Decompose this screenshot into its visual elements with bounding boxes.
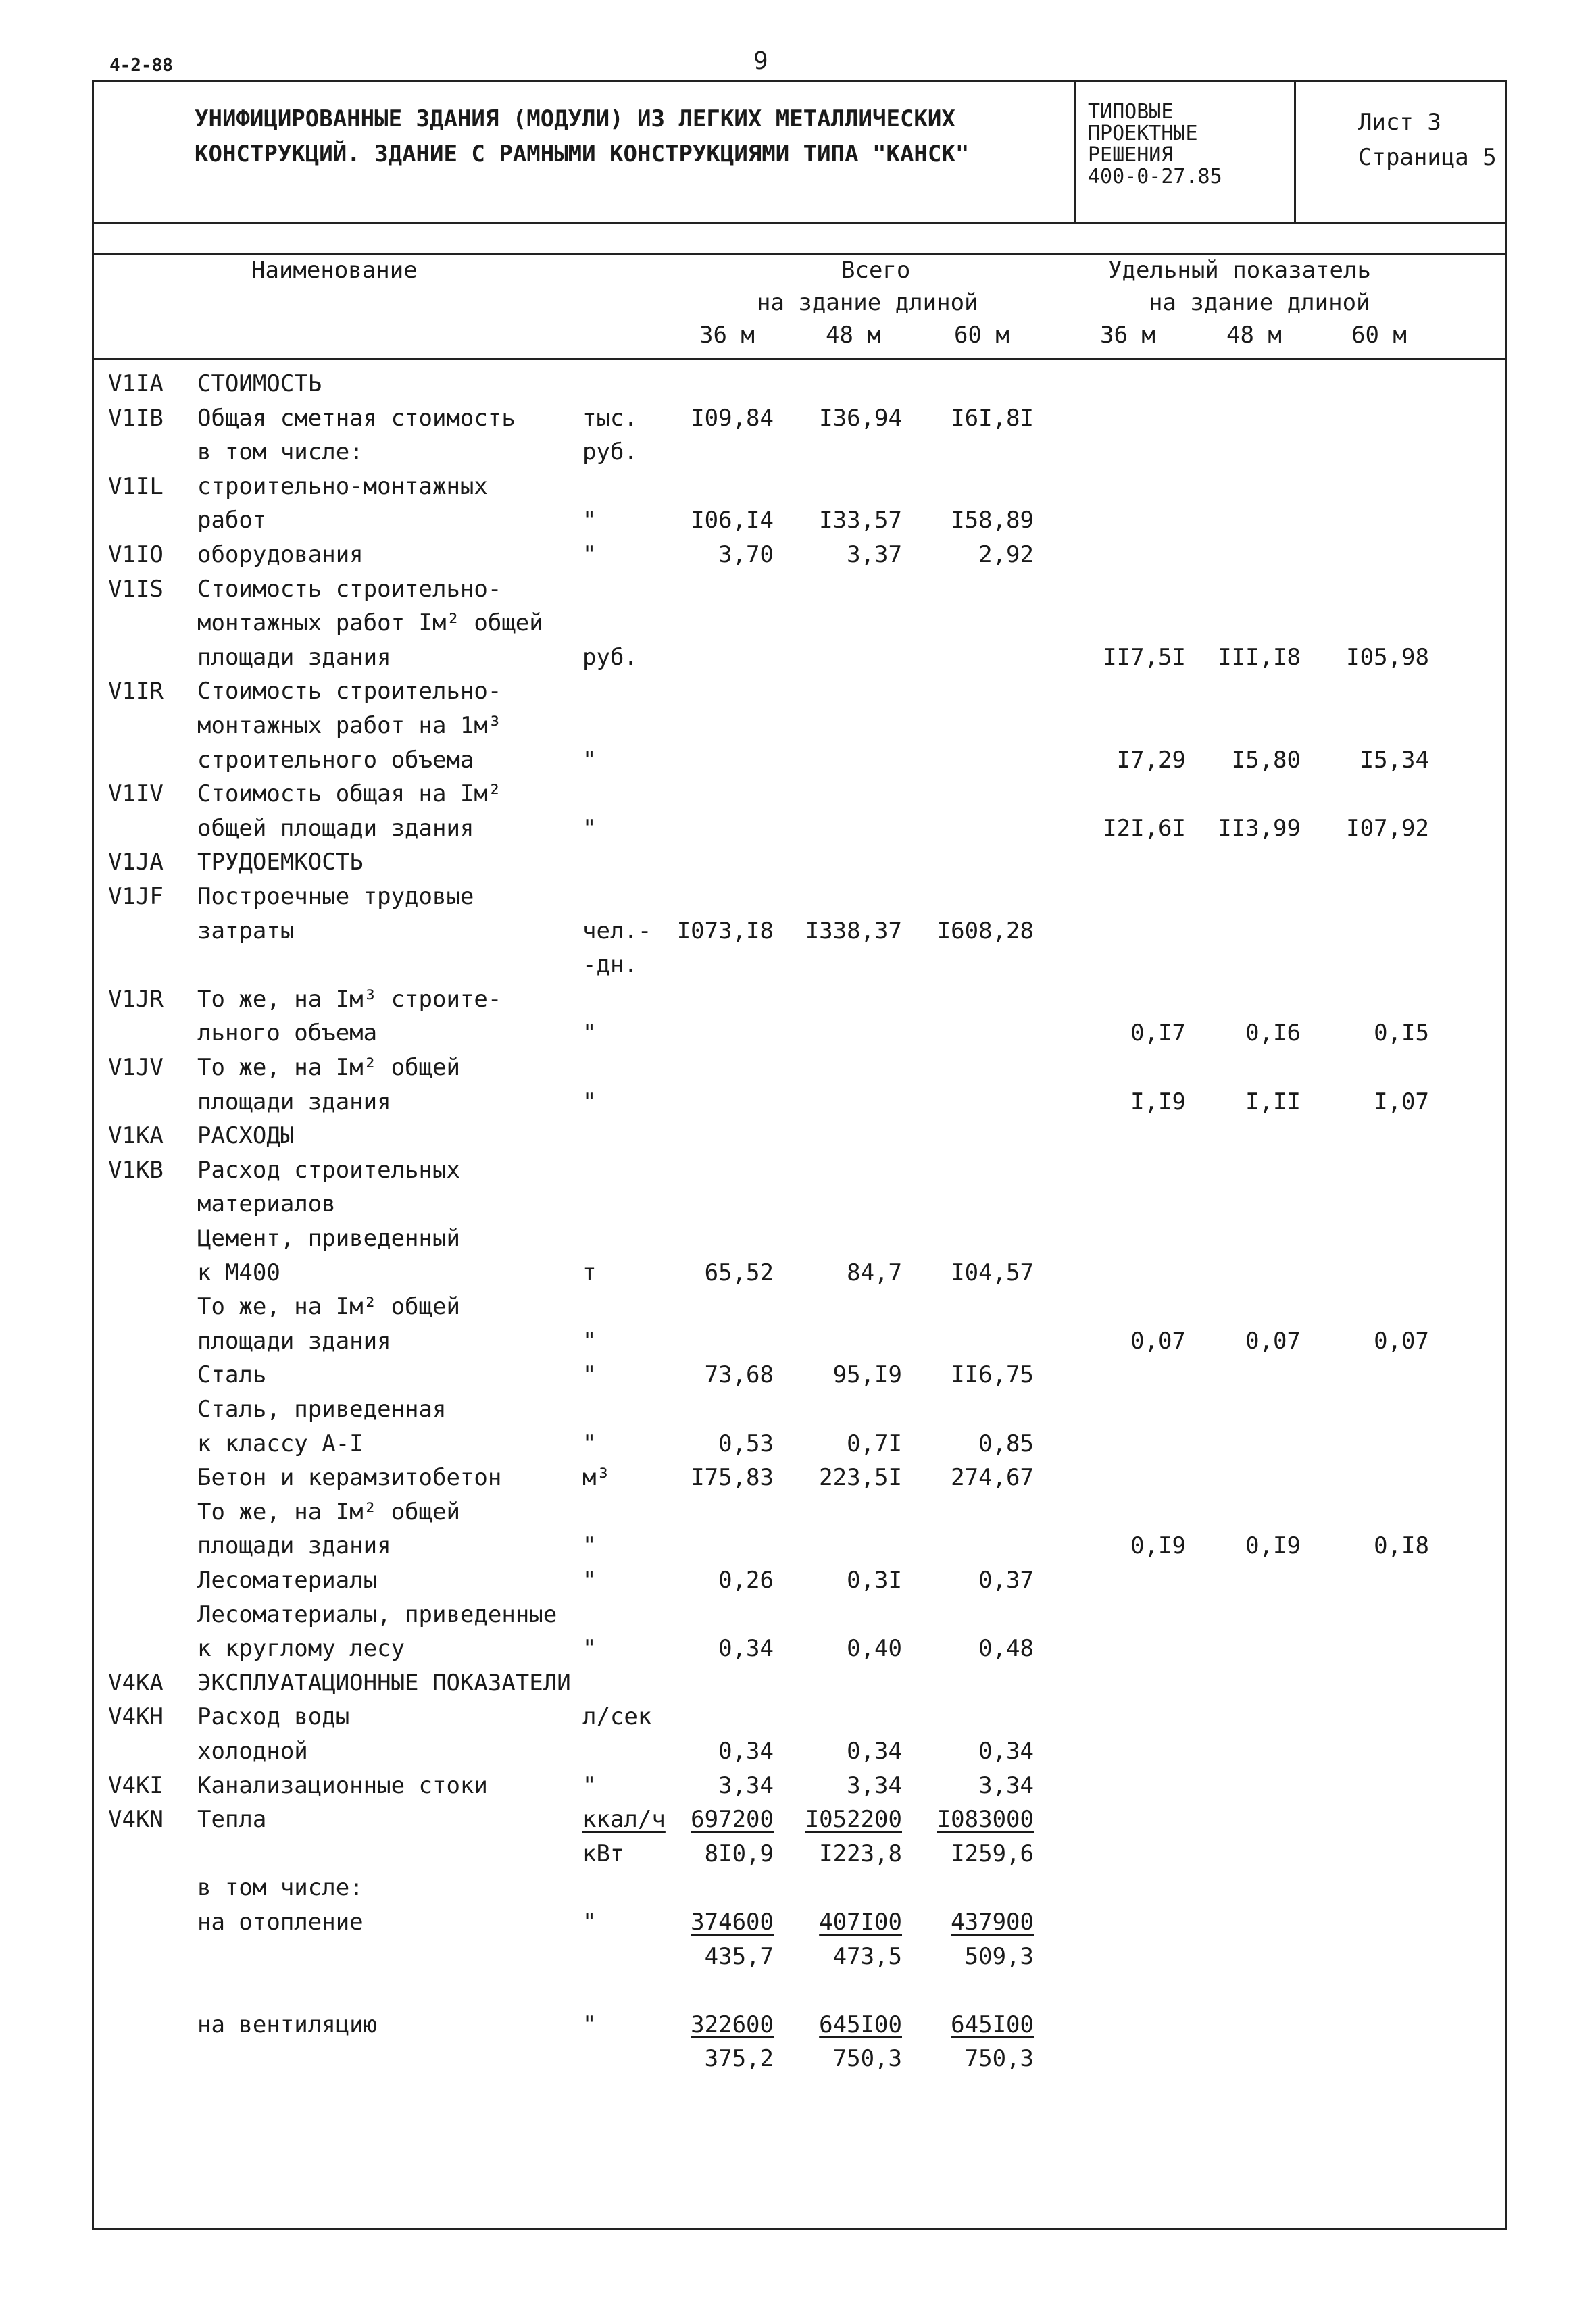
row-code: V1IV (108, 780, 164, 807)
row-label: То же, на Iм² общей (197, 1293, 460, 1320)
value-t36: 0,34 (718, 1635, 774, 1662)
row-code: V4KH (108, 1703, 164, 1730)
row-code: V1KA (108, 1122, 164, 1149)
value-t48: 473,5 (832, 1943, 902, 1970)
value-s36: I2I,6I (1103, 815, 1186, 842)
value-s48: 0,I9 (1245, 1532, 1301, 1559)
row-unit: " (582, 815, 597, 842)
row-code: V4KN (108, 1806, 164, 1833)
table-top-rule (92, 253, 1507, 255)
value-t48: 407I00 (819, 1909, 902, 1936)
value-t36: 374600 (691, 1909, 774, 1936)
value-t48: 95,I9 (832, 1361, 902, 1388)
header-specific-sub: на здание длиной (1149, 289, 1370, 316)
row-label: Расход строительных (197, 1157, 460, 1184)
row-unit: " (582, 1020, 597, 1047)
value-t36: I073,I8 (676, 917, 774, 945)
value-t60: 750,3 (964, 2045, 1034, 2072)
header-total-48: 48 м (826, 322, 881, 349)
row-unit: " (582, 1430, 597, 1457)
value-t60: I608,28 (937, 917, 1034, 945)
row-label: Стоимость строительно- (197, 576, 502, 603)
row-unit: ккал/ч (582, 1806, 666, 1833)
value-t60: I58,89 (951, 507, 1034, 534)
value-t36: 0,53 (718, 1430, 774, 1457)
row-label: Стоимость общая на Iм² (197, 780, 502, 807)
row-unit: " (582, 747, 597, 774)
row-label: к круглому лесу (197, 1635, 405, 1662)
value-s48: 0,I6 (1245, 1020, 1301, 1047)
value-s36: 0,07 (1130, 1328, 1186, 1355)
value-t36: 73,68 (704, 1361, 774, 1388)
value-s60: 0,I5 (1374, 1020, 1429, 1047)
row-label: монтажных работ на 1м³ (197, 712, 502, 739)
value-t60: 0,85 (978, 1430, 1034, 1457)
value-s60: 0,I8 (1374, 1532, 1429, 1559)
row-unit: " (582, 1772, 597, 1799)
value-t36: I09,84 (691, 405, 774, 432)
row-label: Лесоматериалы (197, 1567, 378, 1594)
row-label: оборудования (197, 541, 364, 568)
header-specific: Удельный показатель (1108, 257, 1371, 284)
row-label: на вентиляцию (197, 2011, 378, 2038)
value-s60: 0,07 (1374, 1328, 1429, 1355)
value-t48: 0,40 (847, 1635, 902, 1662)
value-t48: I36,94 (819, 405, 902, 432)
title-divider-2 (1294, 80, 1296, 222)
title-divider-1 (1074, 80, 1076, 222)
row-label: Сталь (197, 1361, 267, 1388)
row-label: Цемент, приведенный (197, 1225, 460, 1252)
row-unit: руб. (582, 644, 638, 671)
value-t60: I083000 (937, 1806, 1034, 1833)
value-t60: II6,75 (951, 1361, 1034, 1388)
value-t48: I223,8 (819, 1840, 902, 1867)
value-t36: I06,I4 (691, 507, 774, 534)
row-unit: -дн. (582, 951, 638, 978)
row-label: холодной (197, 1738, 308, 1765)
value-s36: 0,I7 (1130, 1020, 1186, 1047)
row-code: V1IL (108, 473, 164, 500)
document-code: 4-2-88 (109, 55, 173, 76)
value-t60: I259,6 (951, 1840, 1034, 1867)
row-label: общей площади здания (197, 815, 474, 842)
value-t36: I75,83 (691, 1464, 774, 1491)
row-label: Общая сметная стоимость (197, 405, 516, 432)
row-unit: " (582, 1532, 597, 1559)
row-unit: " (582, 507, 597, 534)
row-label: к классу А-I (197, 1430, 364, 1457)
row-code: V1JV (108, 1054, 164, 1081)
row-label: СТОИМОСТЬ (197, 370, 322, 397)
row-label: ЭКСПЛУАТАЦИОННЫЕ ПОКАЗАТЕЛИ (197, 1669, 571, 1696)
value-t36: 8I0,9 (704, 1840, 774, 1867)
value-t48: 0,3I (847, 1567, 902, 1594)
row-label: Бетон и керамзитобетон (197, 1464, 502, 1491)
row-label: Сталь, приведенная (197, 1396, 447, 1423)
value-t48: 645I00 (819, 2011, 902, 2038)
row-label: То же, на Iм² общей (197, 1054, 460, 1081)
value-t48: 0,7I (847, 1430, 902, 1457)
row-unit: кВт (582, 1840, 624, 1867)
value-t60: 3,34 (978, 1772, 1034, 1799)
value-s60: I05,98 (1346, 644, 1429, 671)
value-s48: I,II (1245, 1088, 1301, 1115)
value-s48: I5,80 (1231, 747, 1301, 774)
header-total: Всего (841, 257, 911, 284)
value-s36: I,I9 (1130, 1088, 1186, 1115)
row-code: V4KA (108, 1669, 164, 1696)
row-code: V1IR (108, 678, 164, 705)
title-bottom-rule (92, 222, 1507, 224)
header-specific-36: 36 м (1100, 322, 1155, 349)
value-t60: 509,3 (964, 1943, 1034, 1970)
row-label: площади здания (197, 1328, 391, 1355)
row-label: строительного объема (197, 747, 474, 774)
row-unit: " (582, 1361, 597, 1388)
row-label: Расход воды (197, 1703, 350, 1730)
row-unit: " (582, 2011, 597, 2038)
value-s48: II3,99 (1218, 815, 1301, 842)
value-t48: 223,5I (819, 1464, 902, 1491)
value-t48: 3,37 (847, 541, 902, 568)
row-unit: руб. (582, 438, 638, 466)
row-label: Канализационные стоки (197, 1772, 488, 1799)
row-unit: " (582, 1909, 597, 1936)
value-t60: I04,57 (951, 1259, 1034, 1286)
value-t48: 0,34 (847, 1738, 902, 1765)
value-t48: I052200 (805, 1806, 902, 1833)
row-label: работ (197, 507, 267, 534)
value-t36: 322600 (691, 2011, 774, 2038)
header-total-36: 36 м (699, 322, 755, 349)
header-total-sub: на здание длиной (757, 289, 978, 316)
value-t60: 437900 (951, 1909, 1034, 1936)
row-unit: " (582, 1328, 597, 1355)
row-label: Построечные трудовые (197, 883, 474, 910)
value-t60: 0,37 (978, 1567, 1034, 1594)
sheet-block: Лист 3 Страница 5 (1358, 109, 1497, 171)
row-code: V1JA (108, 849, 164, 876)
value-t48: I33,57 (819, 507, 902, 534)
row-label: площади здания (197, 1088, 391, 1115)
value-s60: I5,34 (1360, 747, 1429, 774)
row-label: монтажных работ Iм² общей (197, 609, 543, 636)
row-code: V4KI (108, 1772, 164, 1799)
value-t48: 750,3 (832, 2045, 902, 2072)
value-t60: I6I,8I (951, 405, 1034, 432)
row-unit: т (582, 1259, 597, 1286)
page-number: 9 (753, 47, 768, 75)
value-t60: 274,67 (951, 1464, 1034, 1491)
row-label: на отопление (197, 1909, 364, 1936)
value-t48: 84,7 (847, 1259, 902, 1286)
value-s36: II7,5I (1103, 644, 1186, 671)
row-label: в том числе: (197, 1874, 364, 1901)
row-code: V1IO (108, 541, 164, 568)
row-code: V1JF (108, 883, 164, 910)
row-label: Лесоматериалы, приведенные (197, 1601, 557, 1628)
row-label: РАСХОДЫ (197, 1122, 295, 1149)
value-t60: 645I00 (951, 2011, 1034, 2038)
value-t60: 0,48 (978, 1635, 1034, 1662)
row-label: материалов (197, 1190, 336, 1217)
row-label: площади здания (197, 1532, 391, 1559)
value-s48: 0,07 (1245, 1328, 1301, 1355)
value-s36: 0,I9 (1130, 1532, 1186, 1559)
value-t60: 2,92 (978, 541, 1034, 568)
row-label: строительно-монтажных (197, 473, 488, 500)
row-code: V1IB (108, 405, 164, 432)
page-frame (92, 80, 1507, 2230)
value-t36: 0,34 (718, 1738, 774, 1765)
series-block: ТИПОВЫЕ ПРОЕКТНЫЕ РЕШЕНИЯ 400-0-27.85 (1088, 100, 1222, 188)
header-specific-48: 48 м (1226, 322, 1282, 349)
row-label: затраты (197, 917, 295, 945)
row-unit: " (582, 1635, 597, 1662)
value-t48: 3,34 (847, 1772, 902, 1799)
value-t36: 697200 (691, 1806, 774, 1833)
value-t36: 0,26 (718, 1567, 774, 1594)
row-code: V1JR (108, 986, 164, 1013)
header-specific-60: 60 м (1351, 322, 1407, 349)
value-s60: I07,92 (1346, 815, 1429, 842)
value-t48: I338,37 (805, 917, 902, 945)
value-s36: I7,29 (1116, 747, 1186, 774)
row-unit: л/сек (582, 1703, 652, 1730)
row-unit: " (582, 1567, 597, 1594)
row-code: V1IS (108, 576, 164, 603)
row-code: V1IA (108, 370, 164, 397)
value-s48: III,I8 (1218, 644, 1301, 671)
document-title: УНИФИЦИРОВАННЫЕ ЗДАНИЯ (МОДУЛИ) ИЗ ЛЕГКИХ МЕТАЛЛИЧЕСКИХ КОНСТРУКЦИЙ. ЗДАНИЕ С РАМНЫМИ КОНСТРУКЦИЯМИ ТИПА "КАНСК" (195, 105, 970, 168)
row-code: V1KB (108, 1157, 164, 1184)
row-label: льного объема (197, 1020, 378, 1047)
value-t60: 0,34 (978, 1738, 1034, 1765)
header-total-60: 60 м (954, 322, 1009, 349)
value-t36: 65,52 (704, 1259, 774, 1286)
row-label: Тепла (197, 1806, 267, 1833)
row-unit: чел.- (582, 917, 652, 945)
row-unit: " (582, 541, 597, 568)
row-unit: " (582, 1088, 597, 1115)
row-label: к М400 (197, 1259, 280, 1286)
row-label: Стоимость строительно- (197, 678, 502, 705)
value-t36: 3,34 (718, 1772, 774, 1799)
row-unit: тыс. (582, 405, 638, 432)
value-t36: 435,7 (704, 1943, 774, 1970)
row-label: в том числе: (197, 438, 364, 466)
table-header-rule (92, 358, 1507, 360)
header-name: Наименование (251, 257, 418, 284)
row-label: То же, на Iм³ строите- (197, 986, 502, 1013)
row-label: То же, на Iм² общей (197, 1499, 460, 1526)
row-unit: м³ (582, 1464, 610, 1491)
value-s60: I,07 (1374, 1088, 1429, 1115)
row-label: ТРУДОЕМКОСТЬ (197, 849, 364, 876)
value-t36: 3,70 (718, 541, 774, 568)
value-t36: 375,2 (704, 2045, 774, 2072)
row-label: площади здания (197, 644, 391, 671)
